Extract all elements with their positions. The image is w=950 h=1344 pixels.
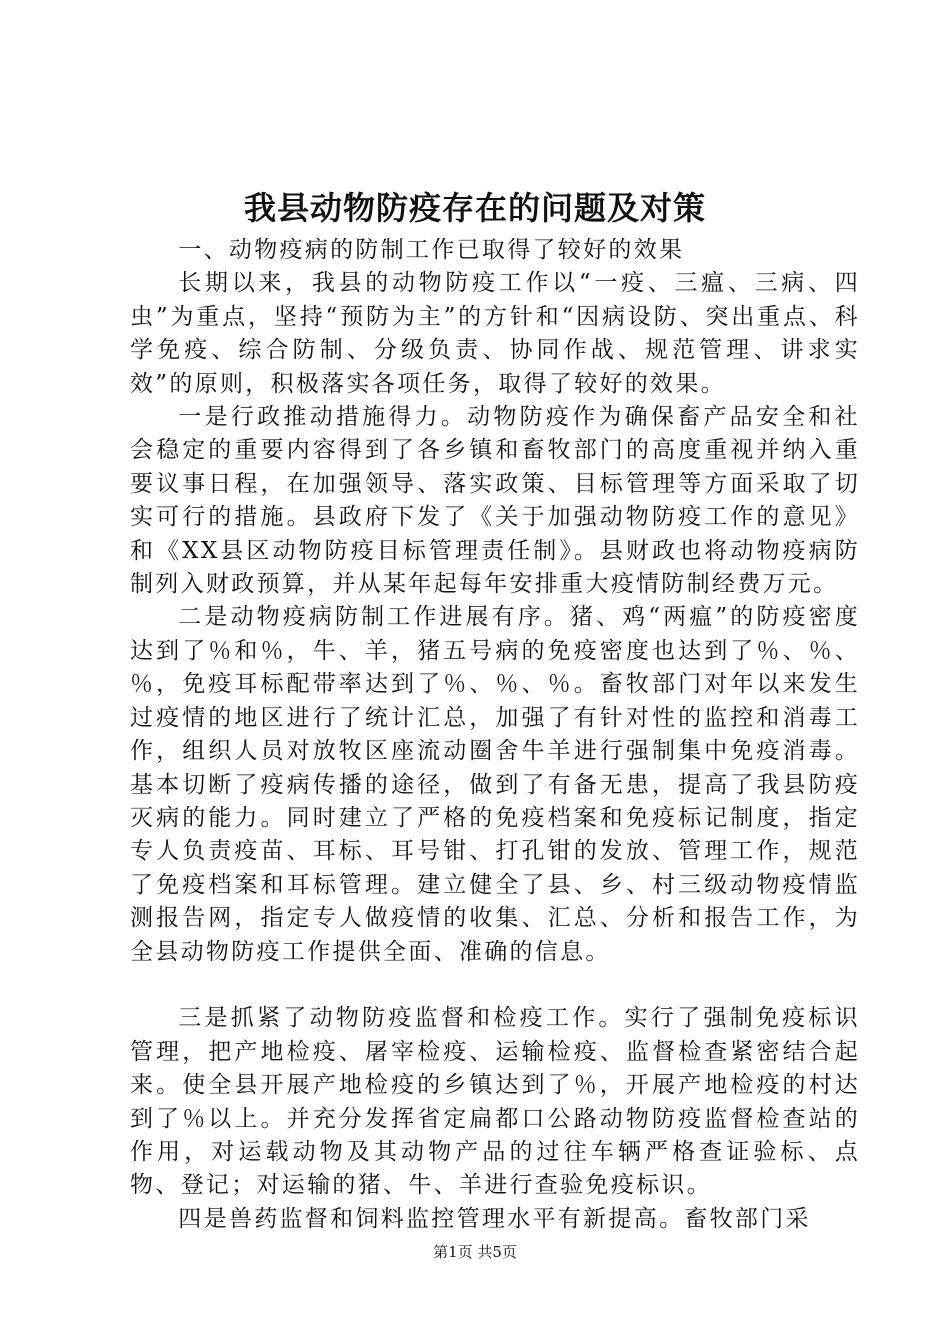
page-number-footer: 第1页 共5页	[433, 1243, 517, 1261]
paragraph-point-1: 一是行政推动措施得力。动物防疫作为确保畜产品安全和社会稳定的重要内容得到了各乡镇和畜牧部门的高度重视并纳入重要议事日程，在加强领导、落实政策、目标管理等方面采取了切实可行的措施。县政府下发了《关于加强动物防疫工作的意见》和《XX县区动物防疫目标管理责任制》。县财政也将动物疫病防制列入财政预算，并从某年起每年安排重大疫情防制经费万元。	[130, 404, 860, 598]
document-body	[130, 234, 860, 1236]
section-heading: 一、动物疫病的防制工作已取得了较好的效果	[178, 237, 685, 263]
document-title: 我县动物防疫存在的问题及对策	[243, 189, 706, 227]
paragraph-point-3: 三是抓紧了动物防疫监督和检疫工作。实行了强制免疫标识管理，把产地检疫、屠宰检疫、运输检疫、监督检查紧密结合起来。使全县开展产地检疫的乡镇达到了％，开展产地检疫的村达到了％以上。并充分发挥省定扁都口公路动物防疫监督检查站的作用，对运载动物及其动物产品的过往车辆严格查证验标、点物、登记；对运输的猪、牛、羊进行查验免疫标识。	[130, 1005, 860, 1199]
paragraph-spacer	[130, 969, 860, 1002]
paragraph-point-2: 二是动物疫病防制工作进展有序。猪、鸡“两瘟”的防疫密度达到了％和％，牛、羊，猪五号病的免疫密度也达到了％、％、％，免疫耳标配带率达到了％、％、％。畜牧部门对年以来发生过疫情的地区进行了统计汇总，加强了有针对性的监控和消毒工作，组织人员对放牧区座流动圈舍牛羊进行强制集中免疫消毒。基本切断了疫病传播的途径，做到了有备无患，提高了我县防疫灭病的能力。同时建立了严格的免疫档案和免疫标记制度，指定专人负责疫苗、耳标、耳号钳、打孔钳的发放、管理工作，规范了免疫档案和耳标管理。建立健全了县、乡、村三级动物疫情监测报告网，指定专人做疫情的收集、汇总、分析和报告工作，为全县动物防疫工作提供全面、准确的信息。	[130, 604, 860, 965]
paragraph-point-4: 四是兽药监督和饲料监控管理水平有新提高。畜牧部门采	[178, 1205, 811, 1232]
paragraph-overview: 长期以来，我县的动物防疫工作以“一疫、三瘟、三病、四虫”为重点，坚持“预防为主”的方针和“因病设防、突出重点、科学免疫、综合防制、分级负责、协同作战、规范管理、讲求实效”的原则，积极落实各项任务，取得了较好的效果。	[130, 270, 860, 397]
